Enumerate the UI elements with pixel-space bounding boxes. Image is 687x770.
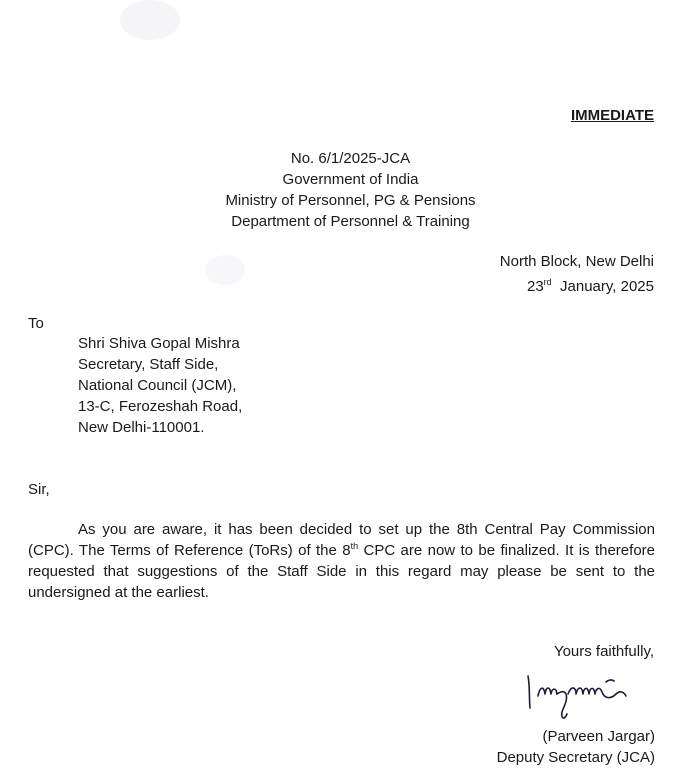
body-text-part1: As you are aware, it has been decided to set up the 8th Central Pay Commission (CPC). The Terms of Reference (ToRs) of the 8 (28, 521, 655, 559)
date (500, 272, 654, 297)
signatory-name: (Parveen Jargar) (542, 728, 655, 745)
paper-smudge (205, 255, 245, 285)
letter-header (0, 148, 687, 232)
body-superscript: th (350, 541, 359, 551)
salutation: Sir, (28, 481, 50, 498)
signatory-block (0, 726, 655, 768)
place-date-block (500, 251, 654, 297)
recipient-line: National Council (JCM), (78, 377, 237, 394)
paper-smudge (120, 0, 180, 40)
header-ministry: Ministry of Personnel, PG & Pensions (225, 192, 476, 209)
recipient-line: New Delhi-110001. (78, 419, 205, 436)
header-government: Government of India (282, 171, 419, 188)
date-rest: January, 2025 (560, 278, 654, 295)
signatory-designation: Deputy Secretary (JCA) (496, 749, 655, 766)
reference-number: No. 6/1/2025-JCA (290, 150, 411, 167)
place: North Block, New Delhi (499, 253, 654, 270)
recipient-address (78, 333, 242, 438)
to-label: To (28, 315, 44, 332)
recipient-line: Secretary, Staff Side, (78, 356, 219, 373)
recipient-line: 13-C, Ferozeshah Road, (78, 398, 243, 415)
closing: Yours faithfully, (553, 643, 654, 660)
date-suffix: rd (543, 277, 552, 287)
header-department: Department of Personnel & Training (231, 213, 470, 230)
recipient-line: Shri Shiva Gopal Mishra (78, 335, 240, 352)
signature-image (520, 664, 670, 724)
date-day: 23 (526, 278, 544, 295)
body-text-part2: CPC are now to be finalized. It is therefore requested that suggestions of the Staff Side in this regard may please be sent to the undersigned at the earliest. (28, 542, 655, 601)
urgency-label: IMMEDIATE (570, 107, 654, 124)
letter-body (28, 519, 655, 603)
